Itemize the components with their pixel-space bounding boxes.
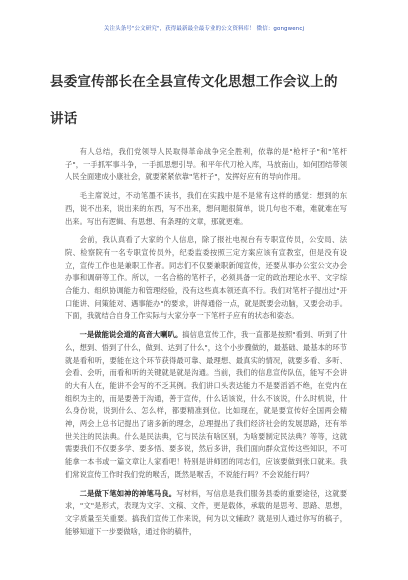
paragraph-text: 搞信息宣传工作，我一直都是按照"看到、听到了什么，想到、悟到了什么，做到、达到了什么"，这个小步骤做的，最基础、最基本的环节就是看和听，要能在这个环节获得最可靠、最理想、最真实的情况，就要多看、多听、会看、会听，而看和听的关键就是就是沟通。当前，我们的信息宣传队伍，能写不会讲的大有人在，能讲不会写的不乏其例。我们讲口头表达能力不是要滔滔不绝，在党内在组织为主的，而是要善于沟通，善于宣传，什么话该说，什么不该说，什么时机说，什么身份说，说到什么、怎么样，都要精准到位。比如现在，就是要宣传好全国两会精神，两会上总书记提出了诸多新的理念，总理提出了我们经济社会的发展思路，还有举世关注的民法典。什么是民法典，它与民法有啥区别，为啥要制定民法典？等等，这就需要我们不仅要多学、要多悟、要多说，然后多讲，我们面向群众宣传这些知识，不可能拿一本书或一篇文章让人家看吧！特别是讲师团的同志们，应该要做到张口就来。我们常说宣传工作时我们党的喉舌，既然是喉舌，不说能行吗？不会说能行吗？ <box>65 330 347 479</box>
document-title-line-1: 县委宣传部长在全县宣传文化思想工作会议上的 <box>50 74 338 90</box>
paragraph-3 <box>65 234 347 323</box>
paragraph-heading: 二是做下笔如神的神笔马良。 <box>79 488 177 498</box>
paragraph-heading: 一是做能说会道的高音大喇叭。 <box>79 330 183 340</box>
paragraph-text: 会前，我认真看了大家的个人信息，除了报社电视台有专职宣传员，公安局、法院、检察院有一名专职宣传员外，纪委监委按照三定方案应该有宣教室，但是没有设立，宣传工作也是兼职工作者。同志们不仅要兼职新闻宣传，还要从事办公室公文办会办事和调研等工作。所以，一名合格的笔杆子，必须具备一定的政治理论水平、文字综合能力、组织协调能力和管理经验，没有这些真本领还真不行。我们对笔杆子提出过"开口能讲、问策能对、遇事能办"的要求，讲得通俗一点，就是既要会动脑，又要会动手。下面，我就结合自身工作实际与大家分享一下笔杆子应有的状态和姿态。 <box>65 235 347 321</box>
paragraph-text: 写材料，写信息是我们服务县委的重要途径，这就要求，"文"是形式，表现为文字、文稿、文件，更是载体，承载的是思考、思路、思想，文字质量至关重要。搞我们宣传工作来说，何为以文辅政？就是别人通过你写的稿子，能够知道下一步要做啥，通过你的稿件， <box>65 488 348 536</box>
paragraph-5 <box>65 488 347 539</box>
paragraph-2 <box>65 190 347 228</box>
top-banner: 关注头条号"公文研究"，获得最新最全最专业的公文资料库！ 微信：gongwencj <box>103 26 305 32</box>
document-body <box>65 146 347 538</box>
paragraph-text: 有人总结，我们党领导人民取得革命战争完全胜利，依靠的是"枪杆子"和"笔杆子"，一手抓军事斗争，一手抓思想引导。和平年代刀枪入库，马放南山，如何团结带领人民全面建成小康社会，就要紧紧依靠"笔杆子"，发挥好应有的导向作用。 <box>65 147 347 182</box>
paragraph-1 <box>65 146 347 184</box>
paragraph-4 <box>65 329 347 481</box>
paragraph-text: 毛主席说过，不动笔墨不读书，我们在实践中是不是常有这样的感觉：想到的东西，说不出来，说出来的东西，写不出来，想问题很简单，说几句也不难，难就难在写出来。写出有逻辑、有思想、有条理的文章，那就更难。 <box>65 191 347 226</box>
document-title-line-2: 讲话 <box>50 111 78 127</box>
